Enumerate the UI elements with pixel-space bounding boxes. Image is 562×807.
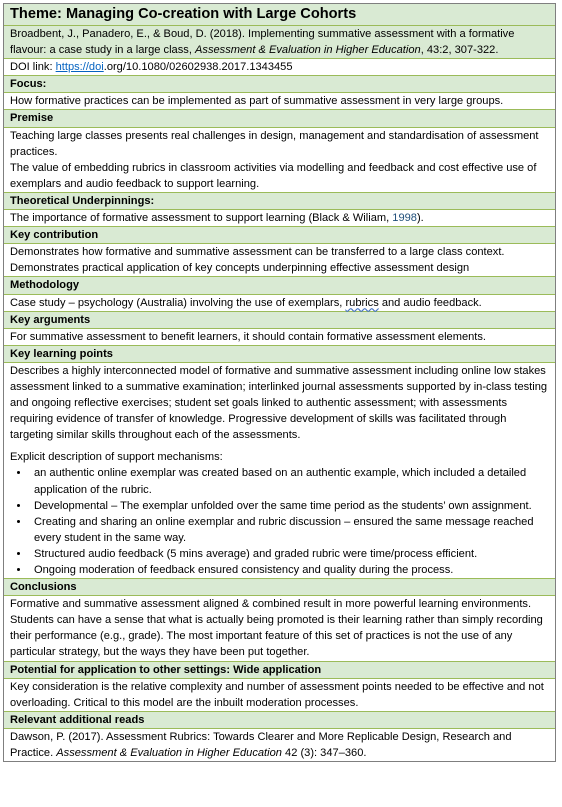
support-mechanisms-list xyxy=(10,465,551,578)
spellcheck-underlined-word: rubrics xyxy=(345,296,379,309)
learning-body xyxy=(4,362,555,578)
reference-citation: Broadbent, J., Panadero, E., & Boud, D. (2018). Implementing summative assessment with a formative flavour: a case study in a large class, Assessment & Evaluation in Higher Education, 43:2, 307-322. xyxy=(10,28,515,57)
premise-heading: Premise xyxy=(4,109,555,126)
theory-text: The importance of formative assessment to support learning (Black & Wiliam, 1998). xyxy=(4,209,555,226)
contribution-paragraph-1: Demonstrates how formative and summative assessment can be transferred to a large class context. xyxy=(10,246,505,259)
case-study-table xyxy=(3,3,556,762)
conclusions-text: Formative and summative assessment aligned & combined result in more powerful learning environments. Students can have a sense that what is actually being promoted is their learning rather than simply recording their performance (e.g., grade). The most important feature of this set of practices is not the use of any particular strategy, but the ways they have been put together. xyxy=(4,595,555,660)
premise-paragraph-2: The value of embedding rubrics in classroom activities via modelling and feedback and cost effective use of exemplars and audio feedback to support learning. xyxy=(10,161,537,190)
doi-label: DOI link: xyxy=(10,61,56,74)
premise-body xyxy=(4,127,555,192)
premise-paragraph-1: Teaching large classes presents real challenges in design, management and standardisation of assessment practices. xyxy=(10,129,539,158)
doi-link[interactable]: https://doi xyxy=(55,61,104,74)
arguments-heading: Key arguments xyxy=(4,311,555,328)
methodology-text: Case study – psychology (Australia) involving the use of exemplars, rubrics and audio feedback. xyxy=(4,294,555,311)
theory-citation-year: 1998 xyxy=(392,212,417,225)
learning-heading: Key learning points xyxy=(4,345,555,362)
reference-journal: Assessment & Evaluation in Higher Education xyxy=(195,44,421,57)
application-heading: Potential for application to other settings: Wide application xyxy=(4,661,555,678)
learning-paragraph-1: Describes a highly interconnected model of formative and summative assessment including online low stakes assessment linked to a summative examination; interlinked journal assessments supported by in-class testing and ongoing reflective exercises; student set goals linked to authentic assessment; with assessments requiring evidence of transfer of knowledge. Progressive development of skills was facilitated through targeting similar skills throughout each of the assessments. xyxy=(10,364,548,442)
conclusions-heading: Conclusions xyxy=(4,578,555,595)
list-item: • Ongoing moderation of feedback ensured consistency and quality during the process. xyxy=(30,562,551,578)
reads-journal: Assessment & Evaluation in Higher Education xyxy=(56,747,282,760)
list-item: • Creating and sharing an online exemplar and rubric discussion – ensured the same message reached every student in the same way. xyxy=(30,514,551,546)
focus-text: How formative practices can be implemented as part of summative assessment in very large groups. xyxy=(4,92,555,109)
list-item: • Developmental – The exemplar unfolded over the same time period as the students’ own assignment. xyxy=(30,498,551,514)
methodology-heading: Methodology xyxy=(4,276,555,293)
focus-heading: Focus: xyxy=(4,75,555,92)
doi-rest: .org/10.1080/02602938.2017.1343455 xyxy=(103,61,293,74)
reads-text: Dawson, P. (2017). Assessment Rubrics: Towards Clearer and More Replicable Design, Research and Practice. Assessment & Evaluation in Higher Education 42 (3): 347–360. xyxy=(4,728,555,761)
contribution-heading: Key contribution xyxy=(4,226,555,243)
page-title: Theme: Managing Co-creation with Large Cohorts xyxy=(4,4,555,25)
contribution-paragraph-2: Demonstrates practical application of key concepts underpinning effective assessment design xyxy=(10,262,470,275)
reads-heading: Relevant additional reads xyxy=(4,711,555,728)
contribution-body xyxy=(4,243,555,276)
theory-heading: Theoretical Underpinnings: xyxy=(4,192,555,209)
list-item: • an authentic online exemplar was created based on an authentic example, which included a detailed application of the rubric. xyxy=(30,465,551,497)
arguments-text: For summative assessment to benefit learners, it should contain formative assessment elements. xyxy=(4,328,555,345)
application-text: Key consideration is the relative complexity and number of assessment points needed to be effective and not overloading. Critical to this model are the inbuilt moderation processes. xyxy=(4,678,555,711)
learning-paragraph-2: Explicit description of support mechanisms: xyxy=(10,451,223,464)
list-item: • Structured audio feedback (5 mins average) and graded rubric were time/process efficient. xyxy=(30,546,551,562)
reference-row xyxy=(4,25,555,58)
doi-row xyxy=(4,58,555,75)
